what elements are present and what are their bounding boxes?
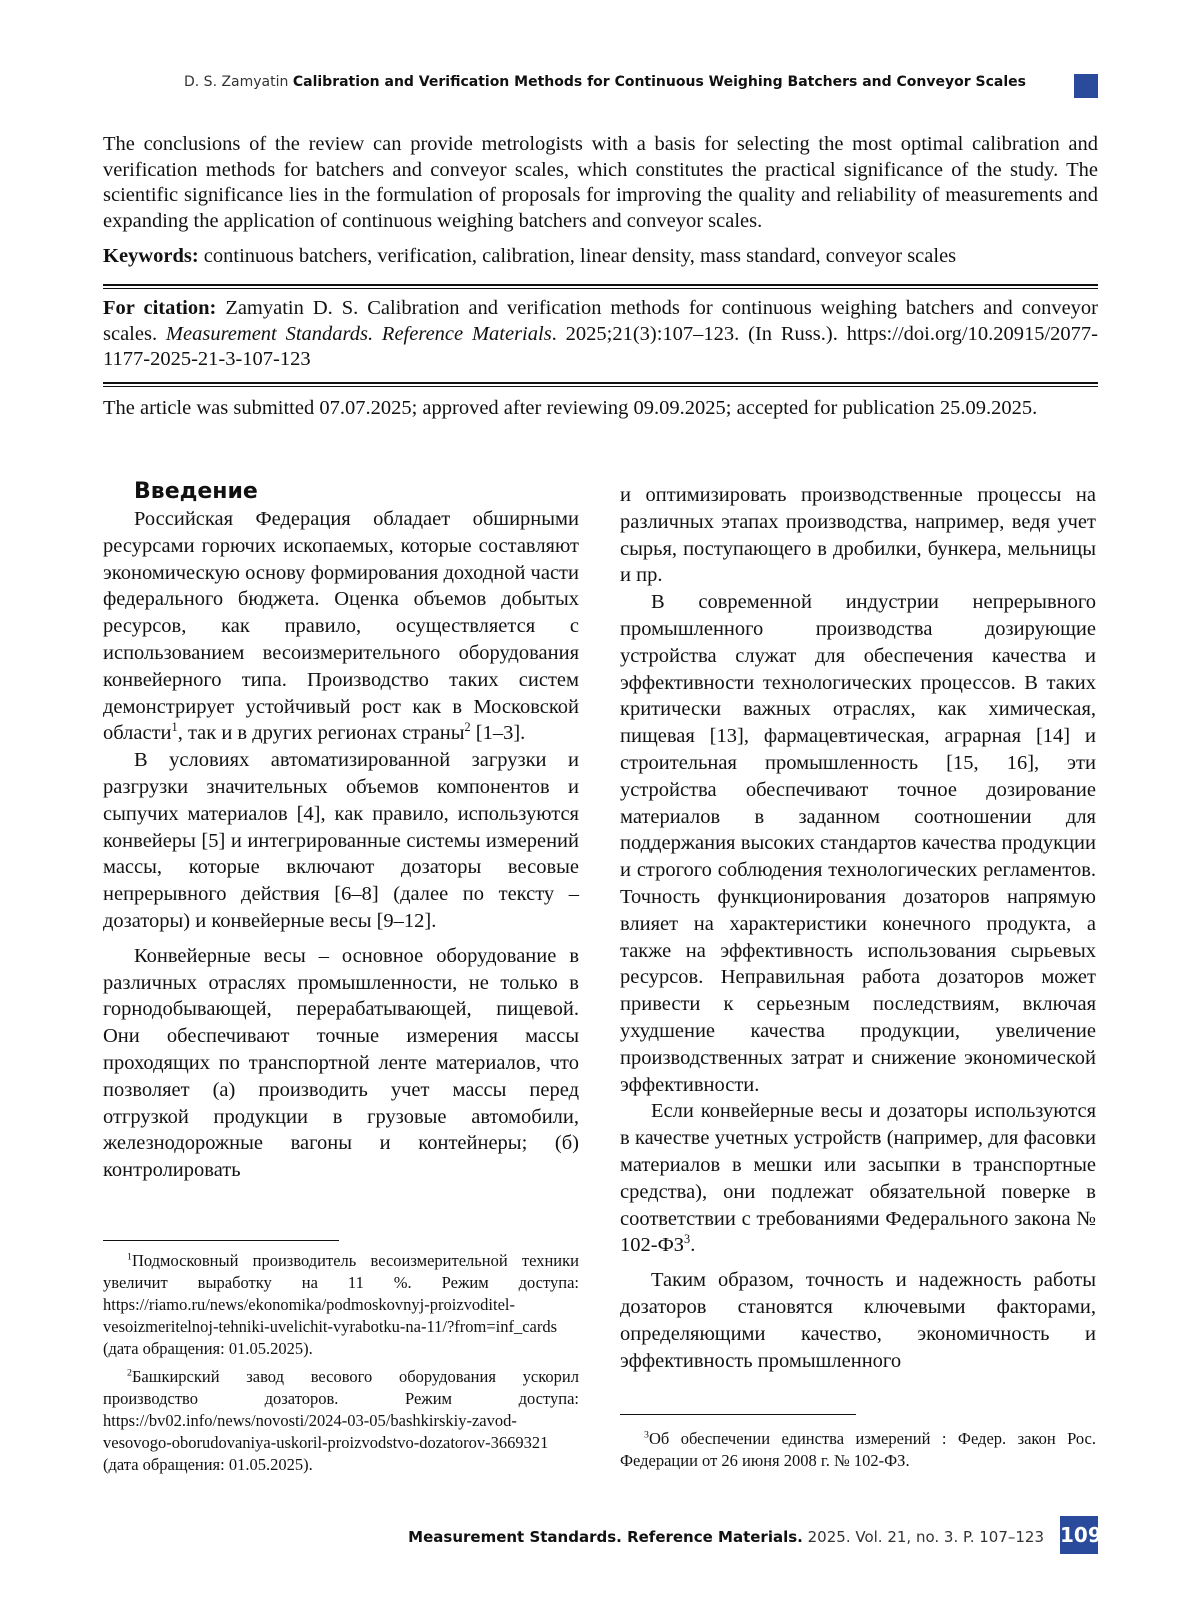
body-paragraph: В условиях автоматизированной загрузки и разгрузки значительных объемов компонентов и сыпучих материалов [4], как правило, используются конвейеры [5] и интегрированные системы измерений массы, которые включают дозаторы весовые непрерывного действия [6–8] (далее по тексту – дозаторы) и конвейерные весы [9–12]. bbox=[103, 749, 579, 932]
citation-text: Zamyatin D. S. Calibration and verification methods for continuous weighing batchers and conveyor scales. bbox=[103, 297, 1098, 345]
footnote-ref-2[interactable]: 2 bbox=[464, 720, 471, 735]
keywords-text: continuous batchers, verification, calibration, linear density, mass standard, conveyor scales bbox=[203, 245, 957, 267]
body-column-right bbox=[620, 482, 1096, 1374]
keywords bbox=[103, 244, 1098, 270]
footnote-ref-1[interactable]: 1 bbox=[171, 720, 178, 735]
body-paragraph: Таким образом, точность и надежность работы дозаторов становятся ключевыми факторами, определяющими качество, экономичность и эффективность промышленного bbox=[620, 1269, 1096, 1372]
page-number: 109 bbox=[1060, 1516, 1098, 1554]
body-column-left bbox=[103, 478, 579, 1184]
citation-block bbox=[103, 296, 1098, 373]
footnote-divider bbox=[103, 1240, 339, 1241]
body-paragraph: Если конвейерные весы и дозаторы используются в качестве учетных устройств (например, для фасовки материалов в мешки или засыпки в транспортные средства), они подлежат обязательной поверке в соответствии с требованиями Федерального закона № $102-ФЗ^3$. bbox=[620, 1100, 1096, 1257]
article-history bbox=[103, 396, 1098, 422]
divider-rule bbox=[103, 382, 1098, 387]
footnote-ref-3[interactable]: 3 bbox=[684, 1232, 691, 1247]
footer-journal: Measurement Standards. Reference Materials. bbox=[408, 1528, 803, 1546]
footer-details: 2025. Vol. 21, no. 3. P. 107–123 bbox=[807, 1528, 1044, 1546]
body-paragraph: Российская Федерация обладает обширными ресурсами горючих ископаемых, которые составляют экономическую основу формирования доходной части федерального бюджета. Оценка объемов добытых ресурсов, как правило, осуществляется с использованием весоизмерительного оборудования конвейерного типа. Производство таких систем демонстрирует устойчивый рост как в Московской области$^1$, так и в других регионах страны$^2$ [1–3]. bbox=[103, 508, 579, 745]
citation-label: For citation: bbox=[103, 297, 217, 319]
divider-rule bbox=[103, 284, 1098, 289]
footnote-2: $^2$Башкирский завод весового оборудования ускорил производство дозаторов. Режим доступа: https://bv02.info/news/novosti/2024-03-05/bashkirskiy-zavod-vesovogo-oborudovaniya-uskoril-proizvodstvo-dozatorov-3669321 (дата обращения: 01.05.2025). bbox=[103, 1367, 579, 1474]
footnote-1: $^1$Подмосковный производитель весоизмерительной техники увеличит выработку на 11 %. Режим доступа: https://riamo.ru/news/ekonomika/podmoskovnyj-proizvoditel-vesoizmeritelnoj-tehniki-uvelichit-vyrabotku-na-11/?from=inf_cards (дата обращения: 01.05.2025). bbox=[103, 1251, 579, 1358]
citation-journal: Measurement Standards. Reference Materials bbox=[165, 322, 552, 345]
footnote-3: $^3$Об обеспечении единства измерений : Федер. закон Рос. Федерации от 26 июня 2008 г. № 102-ФЗ. bbox=[620, 1429, 1096, 1470]
abstract-text: The conclusions of the review can provide metrologists with a basis for selecting the most optimal calibration and verification methods for batchers and conveyor scales, which constitutes the practical significance of the study. The scientific significance lies in the formulation of proposals for improving the quality and reliability of measurements and expanding the application of continuous weighing batchers and conveyor scales. bbox=[103, 133, 1098, 232]
header-author: D. S. Zamyatin bbox=[184, 74, 289, 90]
keywords-label: Keywords: bbox=[103, 245, 199, 267]
header-title: Calibration and Verification Methods for Continuous Weighing Batchers and Conveyor Scales bbox=[292, 74, 1026, 90]
article-history-text: The article was submitted 07.07.2025; approved after reviewing 09.09.2025; accepted for publication 25.09.2025. bbox=[103, 397, 1038, 419]
section-title: Введение bbox=[134, 479, 258, 504]
abstract bbox=[103, 132, 1098, 234]
citation-details: . 2025;21(3):107–123. (In Russ.). bbox=[551, 322, 838, 345]
running-header bbox=[184, 74, 1026, 90]
header-accent-square bbox=[1074, 74, 1098, 98]
body-paragraph: и оптимизировать производственные процессы на различных этапах производства, например, ведя учет сырья, поступающего в дробилки, бункера, мельницы и пр. bbox=[620, 484, 1096, 587]
footnotes-right bbox=[620, 1428, 1096, 1478]
footnote-divider bbox=[620, 1414, 856, 1415]
running-footer bbox=[408, 1528, 1044, 1546]
citation-doi-link[interactable]: https://doi.org/10.20915/2077-1177-2025-21-3-107-123 bbox=[103, 322, 1099, 371]
body-paragraph: В современной индустрии непрерывного промышленного производства дозирующие устройства служат для обеспечения качества и эффективности технологических процессов. В таких критически важных отраслях, как химическая, пищевая [13], фармацевтическая, аграрная [14] и строительная промышленность [15, 16], эти устройства обеспечивают точное дозирование материалов в заданном соотношении для поддержания высоких стандартов качества продукции и строгого соблюдения технологических регламентов. Точность функционирования дозаторов напрямую влияет на характеристики конечного продукта, а также на эффективность использования сырьевых ресурсов. Неправильная работа дозаторов может привести к серьезным последствиям, включая ухудшение качества продукции, увеличение производственных затрат и снижение экономической эффективности. bbox=[620, 591, 1096, 1096]
body-paragraph: Конвейерные весы – основное оборудование в различных отраслях промышленности, не только в горнодобывающей, перерабатывающей, пищевой. Они обеспечивают точные измерения массы проходящих по транспортной ленте материалов, что позволяет (а) производить учет массы перед отгрузкой продукции в грузовые автомобили, железнодорожные вагоны и контейнеры; (б) контролировать bbox=[103, 944, 579, 1182]
footnotes-left bbox=[103, 1250, 579, 1482]
